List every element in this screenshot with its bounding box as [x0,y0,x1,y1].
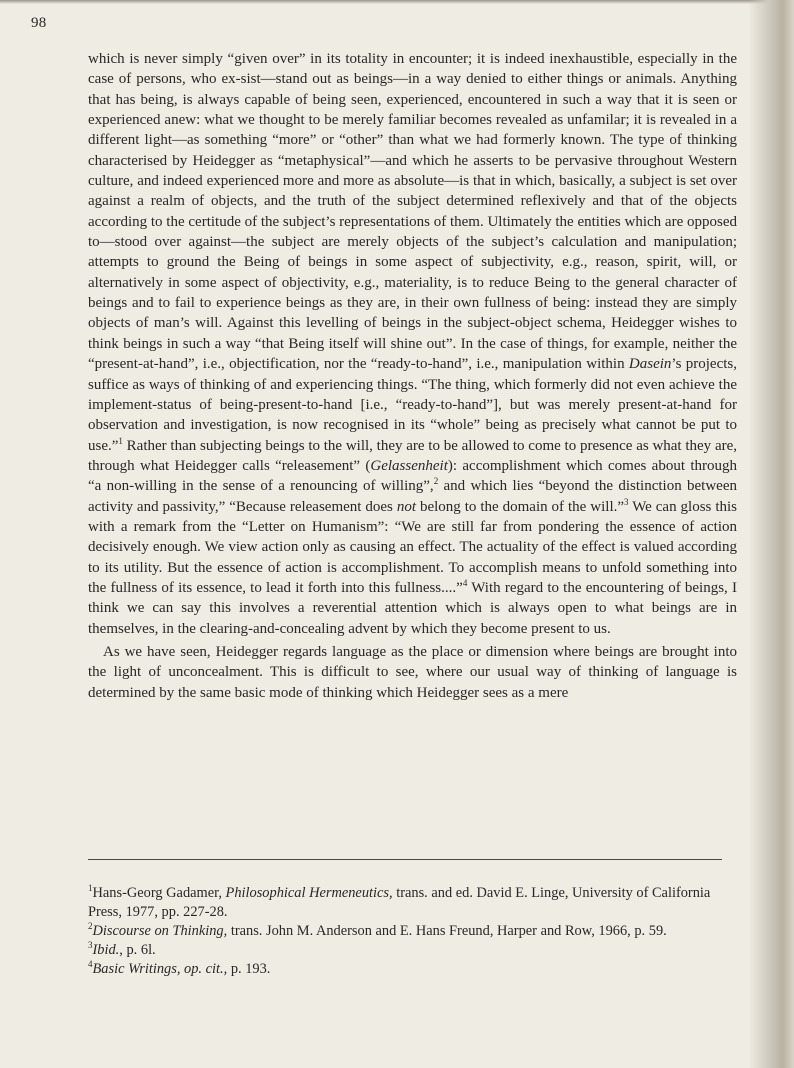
paragraph-2: As we have seen, Heidegger regards language as the place or dimension where beings are brought into the light of unconcealment. This is difficult to see, where our usual way of thinking of language is determined by the same basic mode of thinking which Heidegger sees as a mere [88,643,737,701]
italic-term-gelassenheit: Gelassenheit [370,457,448,474]
footnote-4 [88,960,734,979]
footnote-text: p. 193. [227,961,271,977]
text-run: ): accomplishment which comes about through “a non-willing in the sense of a renouncing of willing”, [88,457,737,495]
text-run: which is never simply “given over” in its totality in encounter; it is indeed inexhaustible, especially in the case of persons, who ex-sist—stand out as beings—in a way denied to either things or animals. Anything that has being, is always capable of being seen, experienced, encountered in such a way that it is seen or experienced anew: what we thought to be merely familiar becomes revealed as unfamilar; it is revealed in a different light—as something “more” or “other” than what we had formerly known. The type of thinking characterised by Heidegger as “metaphysical”—and which he asserts to be pervasive throughout Western culture, and indeed experienced more and more as absolute—is that in which, basically, a subject is set over against a realm of objects, and the truth of the subject determined reflexively and that of the objects according to the certitude of the subject’s representations of them. Ultimately the entities which are opposed to—stood over against—the subject are merely objects of the subject’s calculation and manipulation; attempts to ground the Being of beings in some aspect of subjectivity, e.g., reason, spirit, will, or alternatively in some aspect of objectivity, e.g., materiality, is to reduce Being to the general character of beings and to fail to experience beings as they are, in their own fullness of being: instead they are simply objects of man’s will. Against this levelling of beings in the subject-object schema, Heidegger wishes to think beings in such a way “that Being itself will shine out”. In the case of things, for example, neither the “present-at-hand”, i.e., objectification, nor the “ready-to-hand”, i.e., manipulation within [88,51,737,373]
footnote-title: Basic Writings, op. cit., [92,961,228,977]
footnote-text: , trans. John M. Anderson and E. Hans Freund, Harper and Row, 1966, p. 59. [223,923,667,939]
footnote-number: 2 [88,921,93,932]
footnote-ref-4[interactable]: 4 [462,577,468,588]
footnote-number: 4 [88,959,93,970]
text-run: Rather than subjecting beings to the will, they are to be allowed to come to presence as what they are, through what Heidegger calls “releasement” ( [88,437,737,474]
text-run: and which lies “beyond the distinction between activity and passivity,” “Because releasement does [88,478,737,515]
footnote-text: trans. and ed. David E. Linge, University of California Press, 1977, pp. 227-28. [88,885,711,920]
footnote-text: , p. 6l. [119,942,156,958]
italic-term-dasein: Dasein [628,356,672,373]
main-text [88,49,737,703]
footnote-title: Ibid. [92,942,120,958]
footnotes [88,884,734,979]
footnote-ref-3[interactable]: 3 [624,496,629,507]
footnote-ref-2[interactable]: 2 [433,476,439,487]
footnote-text: Hans-Georg Gadamer, [92,885,226,901]
footnote-1 [88,884,734,922]
paragraph-1 [88,49,737,639]
footnote-title: Discourse on Thinking [92,923,224,939]
page-number: 98 [31,15,47,31]
footnote-3 [88,941,734,960]
footnote-title: Philosophical Hermeneutics, [225,885,393,901]
italic-emphasis-not: not [396,498,417,515]
text-run: With regard to the encountering of beings, I think we can say this involves a reverential attention which is always open to what beings are in themselves, in the clearing-and-concealing advent by which they become present to us. [88,579,737,637]
footnote-2 [88,922,734,941]
binding-shadow [748,0,794,1068]
page-top-edge [0,0,794,4]
text-run: ’s projects, suffice as ways of thinking of and experiencing things. “The thing, which formerly did not even achieve the implement-status of being-present-to-hand [i.e., “ready-to-hand”], but was merely present-at-hand for observation and investigation, is now recognised in its “whole” being as precisely what cannot be put to use.” [88,356,737,454]
footnote-number: 1 [88,883,93,894]
footnote-number: 3 [88,940,93,951]
footnote-ref-1[interactable]: 1 [118,435,123,446]
text-run: We can gloss this with a remark from the “Letter on Humanism”: “We are still far from pondering the essence of action decisively enough. We view action only as causing an effect. The actuality of the effect is valued according to its utility. But the essence of action is accomplishment. To accomplish means to unfold something into the fullness of its essence, to lead it forth into this fullness....” [88,498,737,596]
footnote-divider [88,859,722,860]
text-run: belong to the domain of the will.” [416,498,625,515]
